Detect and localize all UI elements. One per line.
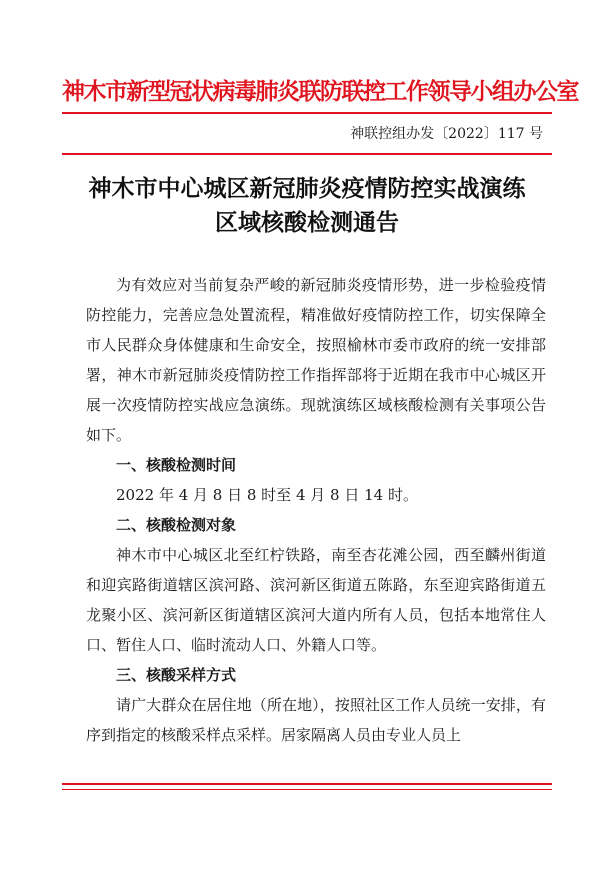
section-heading-time: 一、核酸检测时间 bbox=[116, 456, 237, 474]
red-header-rule bbox=[62, 112, 552, 114]
section-text-method: 请广大群众在居住地（所在地），按照社区工作人员统一安排，有序到指定的核酸采样点采样。居家隔离人员由专业人员上 bbox=[86, 696, 546, 744]
section-heading-targets: 二、核酸检测对象 bbox=[116, 516, 237, 534]
document-body bbox=[86, 270, 546, 750]
section-heading-method: 三、核酸采样方式 bbox=[116, 666, 237, 684]
red-footer-rule-thin bbox=[62, 789, 552, 790]
title-line-1: 神木市中心城区新冠肺炎疫情防控实战演练 bbox=[88, 175, 526, 202]
document-number: 神联控组办发〔2022〕117 号 bbox=[350, 126, 543, 142]
issuer-header: 神木市新型冠状病毒肺炎联防联控工作领导小组办公室 bbox=[62, 78, 578, 105]
section-text-time: 2022 年 4 月 8 日 8 时至 4 月 8 日 14 时。 bbox=[116, 486, 418, 504]
intro-paragraph: 为有效应对当前复杂严峻的新冠肺炎疫情形势，进一步检验疫情防控能力，完善应急处置流程，精准做好疫情防控工作，切实保障全市人民群众身体健康和生命安全，按照榆林市委市政府的统一安排部署，神木市新冠肺炎疫情防控工作指挥部将于近期在我市中心城区开展一次疫情防控实战应急演练。现就演练区域核酸检测有关事项公告如下。 bbox=[86, 276, 546, 444]
title-line-2: 区域核酸检测通告 bbox=[215, 209, 399, 236]
red-separator-rule bbox=[62, 153, 552, 155]
red-footer-rule-thick bbox=[62, 783, 552, 785]
section-text-targets: 神木市中心城区北至红柠铁路，南至杏花滩公园，西至麟州街道和迎宾路街道辖区滨河路、滨河新区街道五陈路，东至迎宾路街道五龙聚小区、滨河新区街道辖区滨河大道内所有人员，包括本地常住人口、暂住人口、临时流动人口、外籍人口等。 bbox=[86, 546, 546, 654]
document-title bbox=[62, 172, 552, 240]
